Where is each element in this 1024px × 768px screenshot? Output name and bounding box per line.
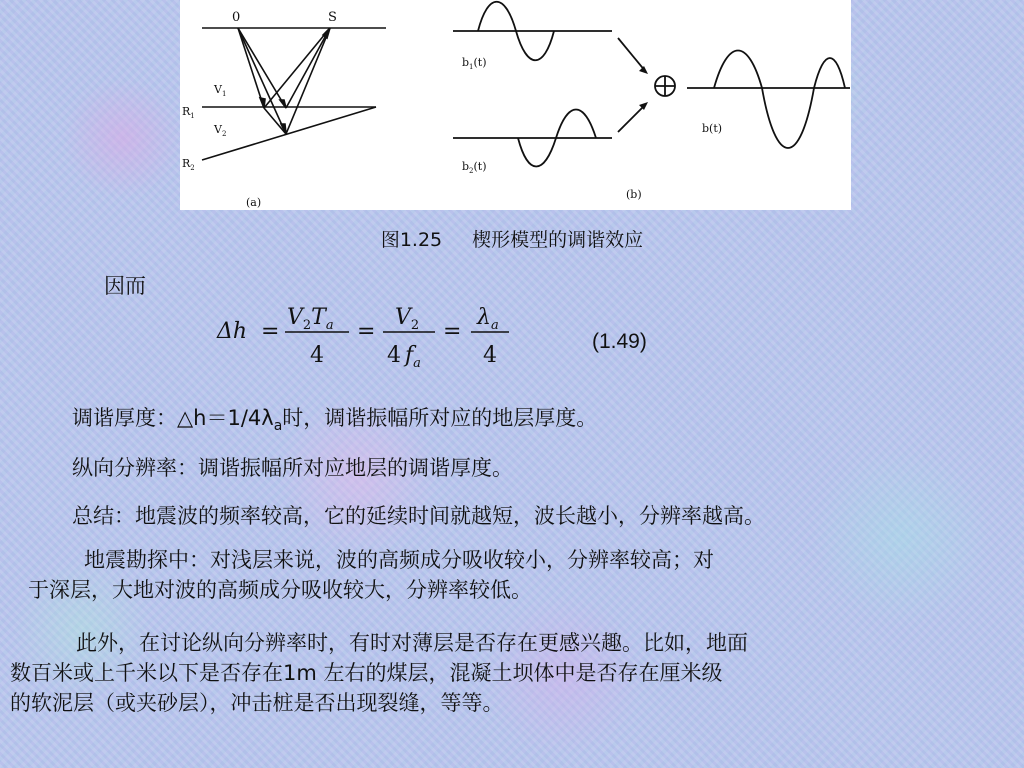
figure-1-25: [180, 0, 851, 210]
panel-b-waveforms: [453, 2, 850, 167]
figure-number: 图1.25: [380, 229, 443, 251]
label-v1: $V_1$: [214, 83, 227, 98]
equation-number: (1.49): [592, 330, 647, 353]
text-tuning-thickness: 调谐厚度：$\triangle h=1/4\lambda_a$时，调谐振幅所对应的地层厚度。: [72, 406, 598, 435]
paragraph-line: 地震勘探中：对浅层来说，波的高频成分吸收较小，分辨率较高；对: [84, 548, 714, 572]
caption-a: (a): [246, 196, 262, 209]
label-b2: $b_2(t)$: [462, 160, 487, 175]
ray-line: [286, 28, 330, 134]
paragraph-line: 于深层，大地对波的高频成分吸收较大，分辨率较低。: [28, 578, 532, 602]
ray-line: [286, 28, 330, 108]
formula-f2-num: $V_2$: [395, 305, 420, 333]
ray-line: [264, 28, 330, 108]
paragraph-line: 此外，在讨论纵向分辨率时，有时对薄层是否存在更感兴趣。比如，地面: [76, 631, 748, 655]
paragraph-seismic-exploration: [28, 545, 988, 605]
ray-line: [238, 28, 286, 108]
formula-f1-num: $V_2T_a$: [287, 305, 334, 333]
label-s: S: [328, 10, 337, 25]
formula-f2-den: 4 $f_a$: [387, 343, 421, 371]
figure-caption: [0, 225, 1024, 252]
formula-f3-den: 4: [483, 343, 497, 368]
paragraph-line: 的软泥层（或夹砂层），冲击桩是否出现裂缝，等等。: [10, 691, 504, 715]
wavelet-bt: [714, 51, 845, 149]
label-r2: $R_2$: [182, 157, 195, 172]
label-v2: $V_2$: [214, 123, 227, 138]
figure-title: 楔形模型的调谐效应: [472, 229, 644, 251]
formula-f3-num: $\lambda_a$: [477, 305, 499, 333]
formula-eq: =: [357, 319, 376, 344]
ray-line: [238, 28, 286, 134]
arrow-head: [639, 66, 648, 74]
arrow-line: [618, 38, 646, 72]
text-vertical-resolution: 纵向分辨率：调谐振幅所对应地层的调谐厚度。: [72, 456, 513, 480]
label-o: 0: [232, 10, 241, 25]
text-yiner: 因而: [104, 274, 146, 298]
text-summary: 总结：地震波的频率较高，它的延续时间就越短，波长越小，分辨率越高。: [72, 504, 765, 528]
ray-arrow: [323, 28, 330, 38]
ray-line: [238, 28, 264, 108]
figure-drawing: [180, 0, 851, 210]
label-r1: $R_1$: [182, 105, 195, 120]
formula-drawing: [215, 300, 515, 375]
formula-1-49: [215, 300, 515, 379]
formula-lhs: Δh: [217, 319, 248, 344]
reflector-r2: [202, 107, 376, 160]
label-b1: $b_1(t)$: [462, 56, 487, 71]
caption-b: (b): [626, 188, 642, 201]
formula-eq: =: [443, 319, 462, 344]
ray-line: [264, 108, 286, 134]
arrow-line: [618, 104, 646, 132]
formula-eq: =: [261, 319, 280, 344]
label-bt: b(t): [702, 122, 723, 135]
formula-f1-den: 4: [310, 343, 324, 368]
paragraph-thin-layers: [10, 628, 1010, 718]
paragraph-line: 数百米或上千米以下是否存在1m 左右的煤层，混凝土坝体中是否存在厘米级: [10, 661, 723, 685]
panel-a-wedge-model: [202, 28, 386, 160]
